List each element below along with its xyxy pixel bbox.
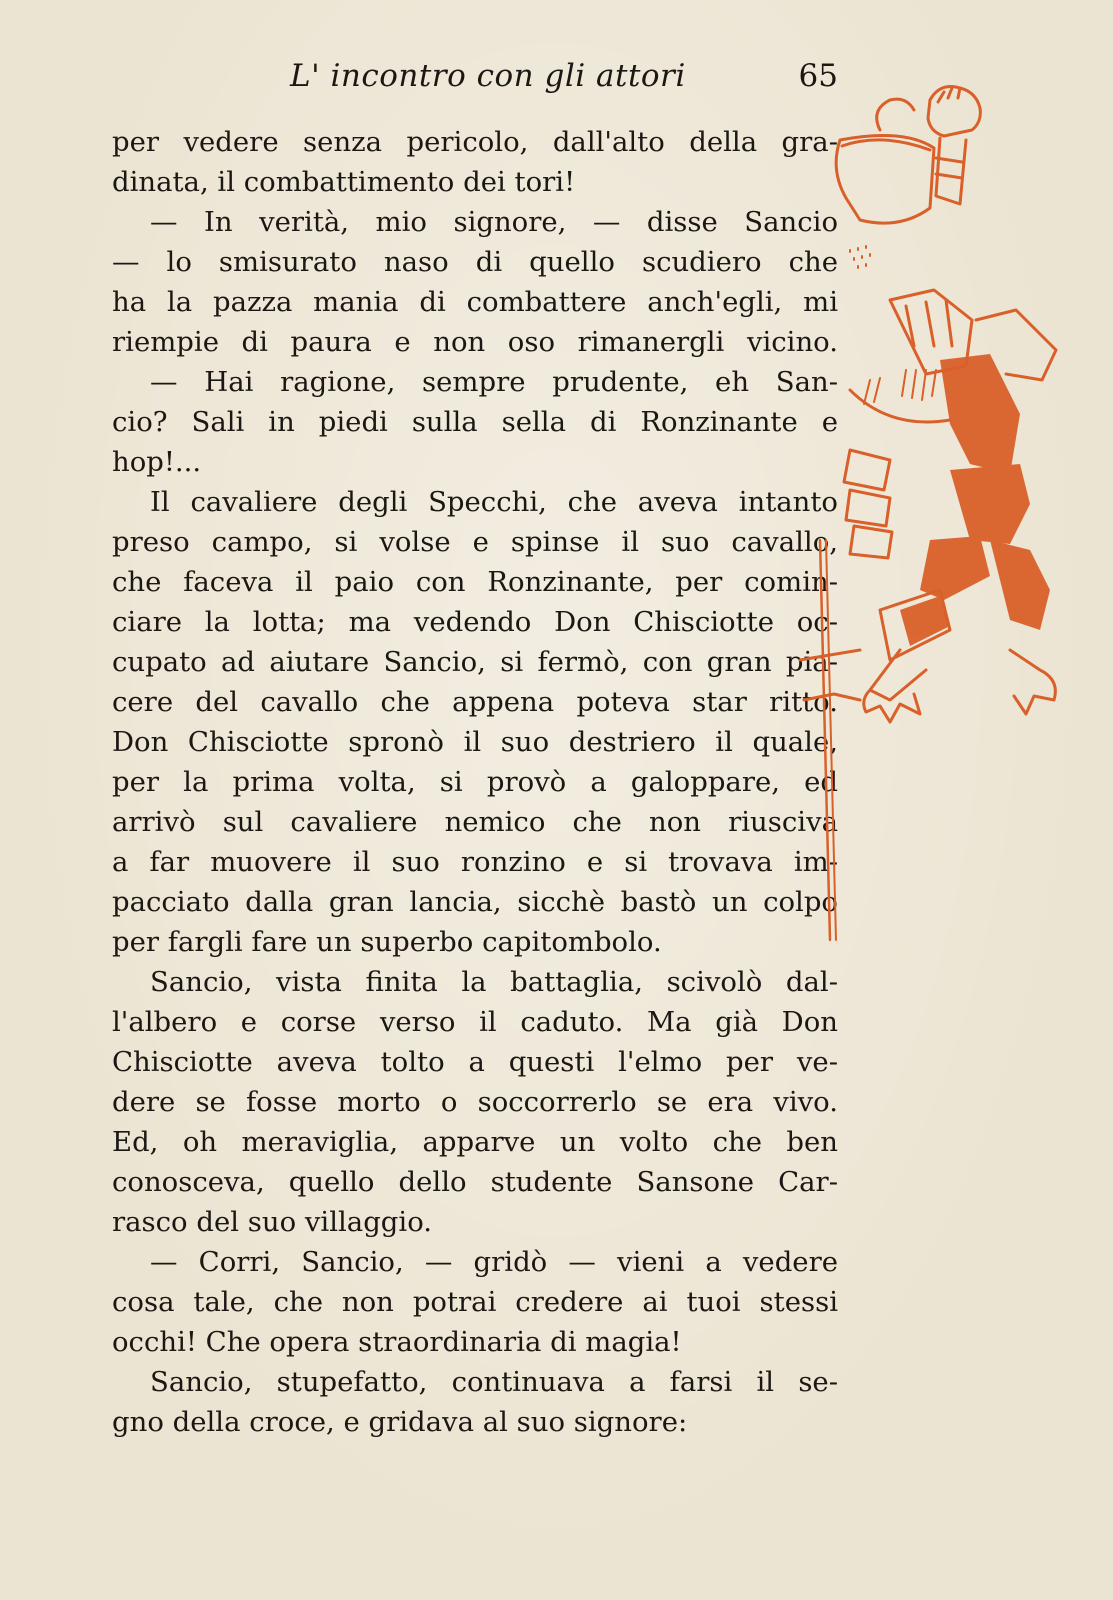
text-line: cio? Sali in piedi sulla sella di Ronzinante e bbox=[112, 406, 838, 438]
text-line: — In verità, mio signore, — disse Sancio bbox=[150, 206, 838, 238]
text-line: — Hai ragione, sempre prudente, eh San- bbox=[150, 366, 838, 398]
text-line: che faceva il paio con Ronzinante, per comin- bbox=[112, 566, 838, 598]
text-line: Il cavaliere degli Specchi, che aveva intanto bbox=[150, 486, 838, 518]
text-line: arrivò sul cavaliere nemico che non riusciva bbox=[112, 806, 838, 838]
text-line: occhi! Che opera straordinaria di magia! bbox=[112, 1326, 682, 1358]
text-line: hop!... bbox=[112, 446, 202, 478]
text-line: l'albero e corse verso il caduto. Ma già Don bbox=[112, 1006, 838, 1038]
text-line: Sancio, vista finita la battaglia, scivolò dal- bbox=[150, 966, 838, 998]
text-line: ciare la lotta; ma vedendo Don Chisciotte oc- bbox=[112, 606, 838, 638]
text-line: conosceva, quello dello studente Sansone Car- bbox=[112, 1166, 838, 1198]
text-line: — lo smisurato naso di quello scudiero che bbox=[112, 246, 838, 278]
text-line: dere se fosse morto o soccorrerlo se era vivo. bbox=[112, 1086, 838, 1118]
page-number: 65 bbox=[798, 58, 838, 94]
text-line: a far muovere il suo ronzino e si trovava im- bbox=[112, 846, 838, 878]
text-line: rasco del suo villaggio. bbox=[112, 1206, 433, 1238]
text-line: per vedere senza pericolo, dall'alto della gra- bbox=[112, 126, 838, 158]
running-head bbox=[112, 52, 838, 102]
text-line: cosa tale, che non potrai credere ai tuoi stessi bbox=[112, 1286, 838, 1318]
text-line: Don Chisciotte spronò il suo destriero il quale, bbox=[112, 726, 838, 758]
chapter-title: L' incontro con gli attori bbox=[290, 58, 686, 94]
text-line: Sancio, stupefatto, continuava a farsi il se- bbox=[150, 1366, 838, 1398]
text-line: gno della croce, e gridava al suo signore: bbox=[112, 1406, 688, 1438]
text-line: Chisciotte aveva tolto a questi l'elmo per ve- bbox=[112, 1046, 838, 1078]
body-text bbox=[112, 122, 838, 1442]
text-line: ha la pazza mania di combattere anch'egli, mi bbox=[112, 286, 838, 318]
text-line: Ed, oh meraviglia, apparve un volto che ben bbox=[112, 1126, 838, 1158]
text-line: riempie di paura e non oso rimanergli vicino. bbox=[112, 326, 838, 358]
text-line: — Corri, Sancio, — gridò — vieni a vedere bbox=[150, 1246, 838, 1278]
text-line: per la prima volta, si provò a galoppare, ed bbox=[112, 766, 838, 798]
text-line: preso campo, si volse e spinse il suo cavallo, bbox=[112, 526, 838, 558]
text-line: cere del cavallo che appena poteva star ritto. bbox=[112, 686, 838, 718]
text-line: dinata, il combattimento dei tori! bbox=[112, 166, 576, 198]
text-line: per fargli fare un superbo capitombolo. bbox=[112, 926, 662, 958]
text-line: cupato ad aiutare Sancio, si fermò, con gran pia- bbox=[112, 646, 838, 678]
text-line: pacciato dalla gran lancia, sicchè bastò un colpo bbox=[112, 886, 838, 918]
